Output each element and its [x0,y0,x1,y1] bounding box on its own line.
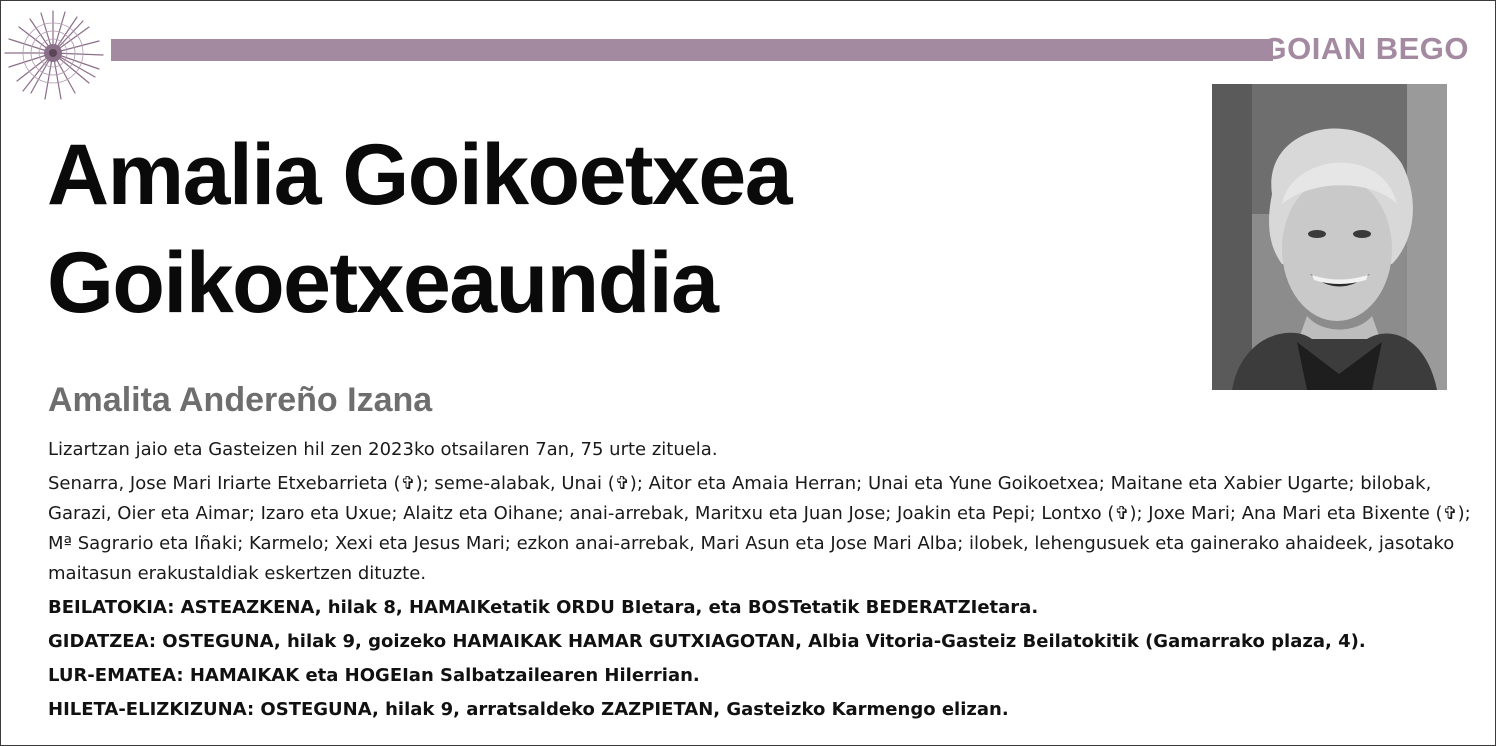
wake-info: BEILATOKIA: ASTEAZKENA, hilak 8, HAMAIKetatik ORDU BIetara, eta BOSTetatik BEDERATZIetara. [48,597,1039,618]
nickname: Amalita Andereño Izana [48,381,433,419]
birth-death-text: Lizartzan jaio eta Gasteizen hil zen 2023ko otsailaren 7an, 75 urte zituela. [48,439,718,460]
name-line-2: Goikoetxeaundia [47,235,718,331]
deceased-name [47,121,791,337]
procession-info: GIDATZEA: OSTEGUNA, hilak 9, goizeko HAMAIKAK HAMAR GUTXIAGOTAN, Albia Vitoria-Gasteiz Beilatokitik (Gamarrako plaza, 4). [48,631,1366,652]
portrait-photo [1212,84,1447,390]
family-text: Senarra, Jose Mari Iriarte Etxebarrieta (✞); seme-alabak, Unai (✞); Aitor eta Amaia Herran; Unai eta Yune Goikoetxea; Maitane eta Xabier Ugarte; bilobak, Garazi, Oier eta Aimar; Izaro eta Uxue; Alaitz eta Oihane; anai-arrebak, Maritxu eta Juan Jose; Joakin eta Pepi; Lontxo (✞); Joxe Mari; Ana Mari eta Bixente (✞); Mª Sagrario eta Iñaki; Karmelo; Xexi eta Jesus Mari; ezkon anai-arrebak, Mari Asun eta Jose Mari Alba; ilobek, lehengusuek eta gainerako ahaideek, jasotako maitasun erakustaldiak eskertzen dituzte. [48,473,1471,584]
header-band [111,39,1273,61]
name-line-1: Amalia Goikoetxea [47,127,792,223]
thistle-flower-icon [3,7,107,103]
section-label: GOIAN BEGO [1262,31,1469,66]
funeral-info: HILETA-ELIZKIZUNA: OSTEGUNA, hilak 9, arratsaldeko ZAZPIETAN, Gasteizko Karmengo elizan. [48,699,1009,720]
notice-body [48,435,1478,725]
burial-info: LUR-EMATEA: HAMAIKAK eta HOGEIan Salbatzailearen Hilerrian. [48,665,700,686]
